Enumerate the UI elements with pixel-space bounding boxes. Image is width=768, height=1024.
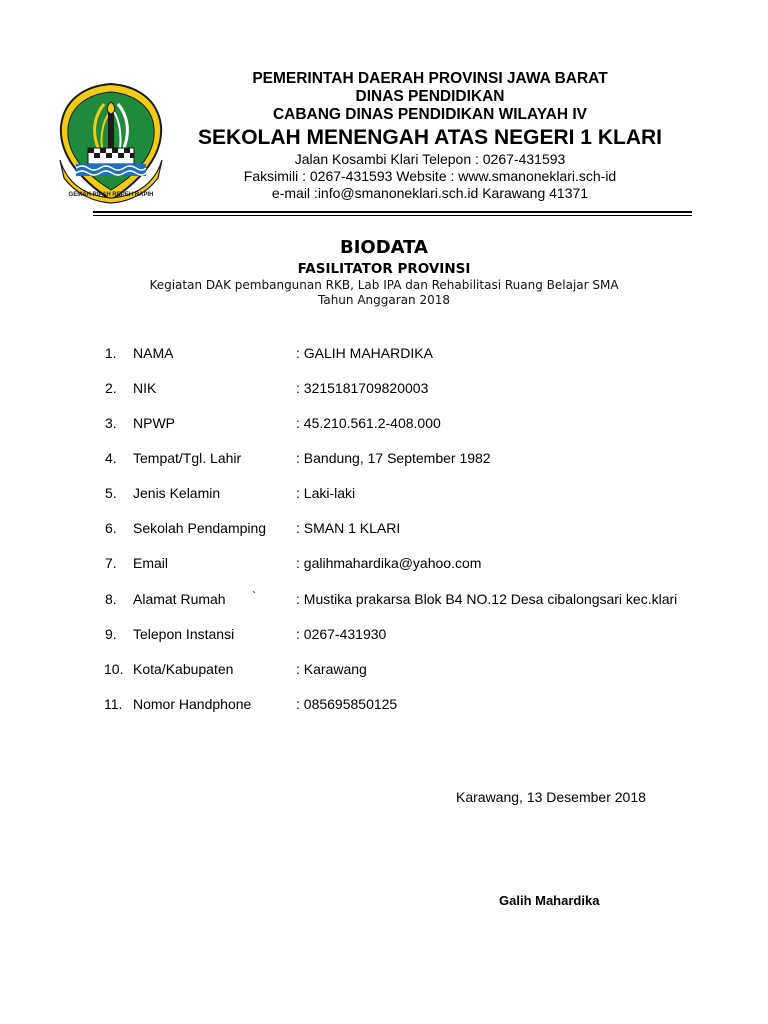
row-number: 11. xyxy=(104,696,123,712)
row-label: Nomor Handphone xyxy=(133,696,252,712)
biodata-row-mobile xyxy=(0,693,768,715)
row-number: 8. xyxy=(105,591,117,607)
document-title: BIODATA xyxy=(339,237,428,258)
fiscal-year: Tahun Anggaran 2018 xyxy=(318,293,450,307)
row-label: NIK xyxy=(133,380,157,396)
row-label: Tempat/Tgl. Lahir xyxy=(133,450,242,466)
biodata-row-office-phone xyxy=(0,623,768,645)
row-value: : 0267-431930 xyxy=(296,626,387,642)
row-label: Sekolah Pendamping xyxy=(133,520,267,536)
activity-description: Kegiatan DAK pembangunan RKB, Lab IPA dan Rehabilitasi Ruang Belajar SMA xyxy=(149,278,619,292)
row-label: Alamat Rumah xyxy=(133,591,226,607)
biodata-row-city xyxy=(0,658,768,680)
row-number: 5. xyxy=(105,485,117,501)
row-value: : 45.210.561.2-408.000 xyxy=(296,415,441,431)
row-number: 9. xyxy=(105,626,117,642)
row-value: : GALIH MAHARDIKA xyxy=(296,345,433,361)
row-number: 3. xyxy=(105,415,117,431)
logo-motto-text: GEMAH RIPAH REPEH RAPIH xyxy=(68,192,154,198)
school-fax-website: Faksimili : 0267-431593 Website : www.smanoneklari.sch-id xyxy=(243,168,617,184)
biodata-row-birth xyxy=(0,447,768,469)
stray-mark: ` xyxy=(252,589,256,603)
branch-line: CABANG DINAS PENDIDIKAN WILAYAH IV xyxy=(272,106,588,123)
row-value: : Laki-laki xyxy=(296,485,356,501)
row-number: 6. xyxy=(105,520,117,536)
row-value: : Karawang xyxy=(296,661,367,677)
biodata-row-email xyxy=(0,552,768,574)
row-label: NAMA xyxy=(133,345,174,361)
biodata-row-school xyxy=(0,517,768,539)
biodata-row-npwp xyxy=(0,412,768,434)
row-value: : galihmahardika@yahoo.com xyxy=(296,555,482,571)
row-value: : SMAN 1 KLARI xyxy=(296,520,401,536)
row-value: : Mustika prakarsa Blok B4 NO.12 Desa cibalongsari kec.klari xyxy=(296,591,678,607)
row-label: NPWP xyxy=(133,415,175,431)
row-label: Telepon Instansi xyxy=(133,626,235,642)
department-line: DINAS PENDIDIKAN xyxy=(355,88,505,105)
row-label: Jenis Kelamin xyxy=(133,485,221,501)
signer-name: Galih Mahardika xyxy=(499,893,600,908)
row-number: 2. xyxy=(105,380,117,396)
row-value: : Bandung, 17 September 1982 xyxy=(296,450,491,466)
west-java-emblem-logo xyxy=(58,82,164,204)
document-subtitle: FASILITATOR PROVINSI xyxy=(297,261,471,277)
row-number: 4. xyxy=(105,450,117,466)
row-number: 10. xyxy=(104,661,124,677)
biodata-row-nik xyxy=(0,377,768,399)
row-label: Kota/Kabupaten xyxy=(133,661,234,677)
letterhead-divider-thick xyxy=(93,211,692,213)
school-name: SEKOLAH MENENGAH ATAS NEGERI 1 KLARI xyxy=(198,126,662,149)
place-and-date: Karawang, 13 Desember 2018 xyxy=(456,789,646,805)
row-number: 7. xyxy=(105,555,117,571)
row-label: Email xyxy=(133,555,169,571)
row-value: : 3215181709820003 xyxy=(296,380,429,396)
govt-line: PEMERINTAH DAERAH PROVINSI JAWA BARAT xyxy=(252,70,608,87)
checkered-dam-icon xyxy=(88,148,134,164)
row-value: : 085695850125 xyxy=(296,696,398,712)
biodata-row-gender xyxy=(0,482,768,504)
letterhead xyxy=(160,70,700,202)
biodata-row-name xyxy=(0,342,768,364)
row-number: 1. xyxy=(105,345,117,361)
school-email: e-mail :info@smanoneklari.sch.id Karawang 41371 xyxy=(271,185,589,201)
letterhead-divider-thin xyxy=(93,215,692,216)
school-address: Jalan Kosambi Klari Telepon : 0267-431593 xyxy=(294,151,566,167)
document-heading xyxy=(0,236,768,308)
biodata-row-address xyxy=(0,588,768,610)
